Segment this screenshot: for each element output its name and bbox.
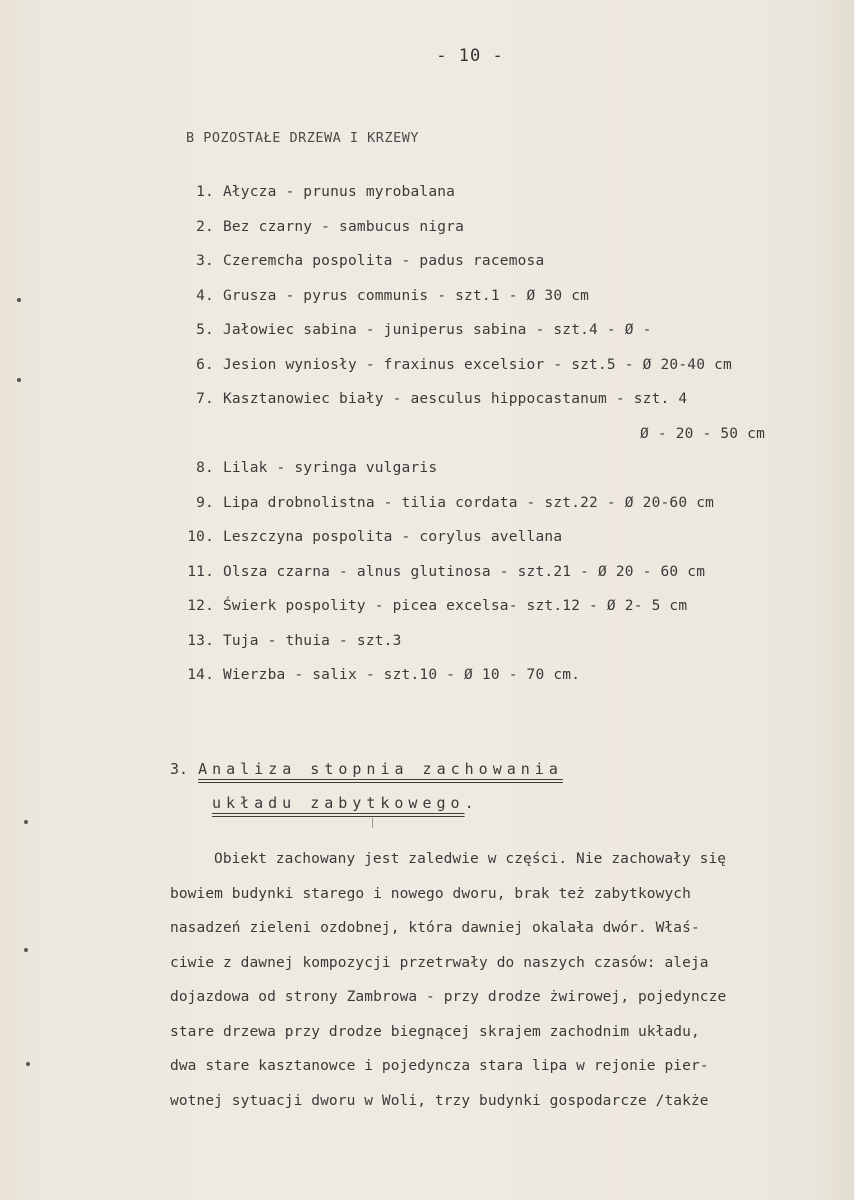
item-text: Ø - 20 - 50 cm [640, 425, 766, 442]
section-3-period: . [464, 794, 479, 812]
item-number: 1. [196, 184, 214, 200]
list-item-continuation [170, 420, 765, 455]
item-text: Jesion wyniosły - fraxinus excelsior - szt.5 - Ø 20-40 cm [222, 356, 732, 373]
section-3-title: Analiza stopnia zachowania [198, 760, 563, 778]
list-item [170, 385, 765, 420]
margin-mark [17, 378, 21, 382]
item-number: 9. [196, 494, 214, 511]
item-text: Świerk pospolity - picea excelsa- szt.12 - Ø 2- 5 cm [222, 598, 688, 614]
paragraph-line: ciwie z dawnej kompozycji przetrwały do naszych czasów: aleja [170, 954, 709, 971]
list-item [170, 351, 765, 386]
list-item [170, 213, 765, 248]
item-text: Tuja - thuia - szt.3 [222, 632, 402, 649]
list-item [170, 454, 765, 489]
paragraph-line: bowiem budynki starego i nowego dworu, brak też zabytkowych [170, 885, 691, 902]
item-number: 14. [187, 667, 214, 683]
paragraph-line: dwa stare kasztanowce i pojedyncza stara lipa w rejonie pier- [170, 1058, 709, 1074]
item-number: 13. [187, 632, 214, 649]
item-text: Kasztanowiec biały - aesculus hippocastanum - szt. 4 [222, 391, 688, 407]
item-text: Lilak - syringa vulgaris [222, 460, 438, 476]
section-3-number: 3. [170, 760, 189, 778]
margin-mark [17, 298, 21, 302]
item-text: Lipa drobnolistna - tilia cordata - szt.22 - Ø 20-60 cm [222, 494, 715, 511]
item-number: 3. [196, 253, 214, 269]
item-text: Bez czarny - sambucus nigra [222, 218, 465, 235]
section-3-line-1 [170, 752, 563, 786]
paragraph-line: wotnej sytuacji dworu w Woli, trzy budynki gospodarcze /także [170, 1092, 709, 1109]
item-number: 7. [196, 391, 214, 407]
item-number: 12. [187, 598, 214, 614]
section-3-title-cont: układu zabytkowego [212, 794, 465, 812]
item-text: Jałowiec sabina - juniperus sabina - szt.4 - Ø - [222, 322, 652, 338]
section-heading: B POZOSTAŁE DRZEWA I KRZEWY [186, 130, 419, 146]
list-item [170, 592, 765, 627]
species-list [170, 178, 765, 696]
list-item [170, 523, 765, 558]
list-item [170, 178, 765, 213]
item-number: 2. [196, 218, 214, 235]
list-item [170, 316, 765, 351]
item-number: 10. [187, 529, 214, 545]
paragraph-line: dojazdowa od strony Zambrowa - przy drodze żwirowej, pojedyncze [170, 989, 727, 1005]
item-text: Czeremcha pospolita - padus racemosa [222, 253, 545, 269]
list-item [170, 282, 765, 317]
item-text: Leszczyna pospolita - corylus avellana [222, 529, 563, 545]
section-3-heading [170, 752, 563, 820]
body-paragraph [170, 842, 820, 1118]
item-text: Grusza - pyrus communis - szt.1 - Ø 30 cm [222, 287, 590, 304]
section-3-line-2 [170, 786, 563, 820]
item-number: 4. [196, 287, 214, 304]
list-item [170, 489, 765, 524]
item-number: 8. [196, 460, 214, 476]
list-item [170, 661, 765, 696]
page-number: - 10 - [436, 46, 504, 66]
item-text: Olsza czarna - alnus glutinosa - szt.21 - Ø 20 - 60 cm [222, 563, 706, 580]
item-text: Wierzba - salix - szt.10 - Ø 10 - 70 cm. [222, 667, 581, 683]
item-text: Ałycza - prunus myrobalana [222, 184, 456, 200]
item-number: 5. [196, 322, 214, 338]
margin-mark [26, 1062, 30, 1066]
list-item [170, 558, 765, 593]
list-item [170, 627, 765, 662]
item-number: 6. [196, 356, 214, 373]
stray-mark [372, 818, 373, 828]
margin-mark [24, 948, 28, 952]
margin-mark [24, 820, 28, 824]
paragraph-line: stare drzewa przy drodze biegnącej skrajem zachodnim układu, [170, 1023, 700, 1040]
list-item [170, 247, 765, 282]
paragraph-line: nasadzeń zieleni ozdobnej, która dawniej okalała dwór. Właś- [170, 920, 700, 936]
paragraph-line: Obiekt zachowany jest zaledwie w części. Nie zachowały się [214, 851, 727, 867]
item-number: 11. [187, 563, 214, 580]
